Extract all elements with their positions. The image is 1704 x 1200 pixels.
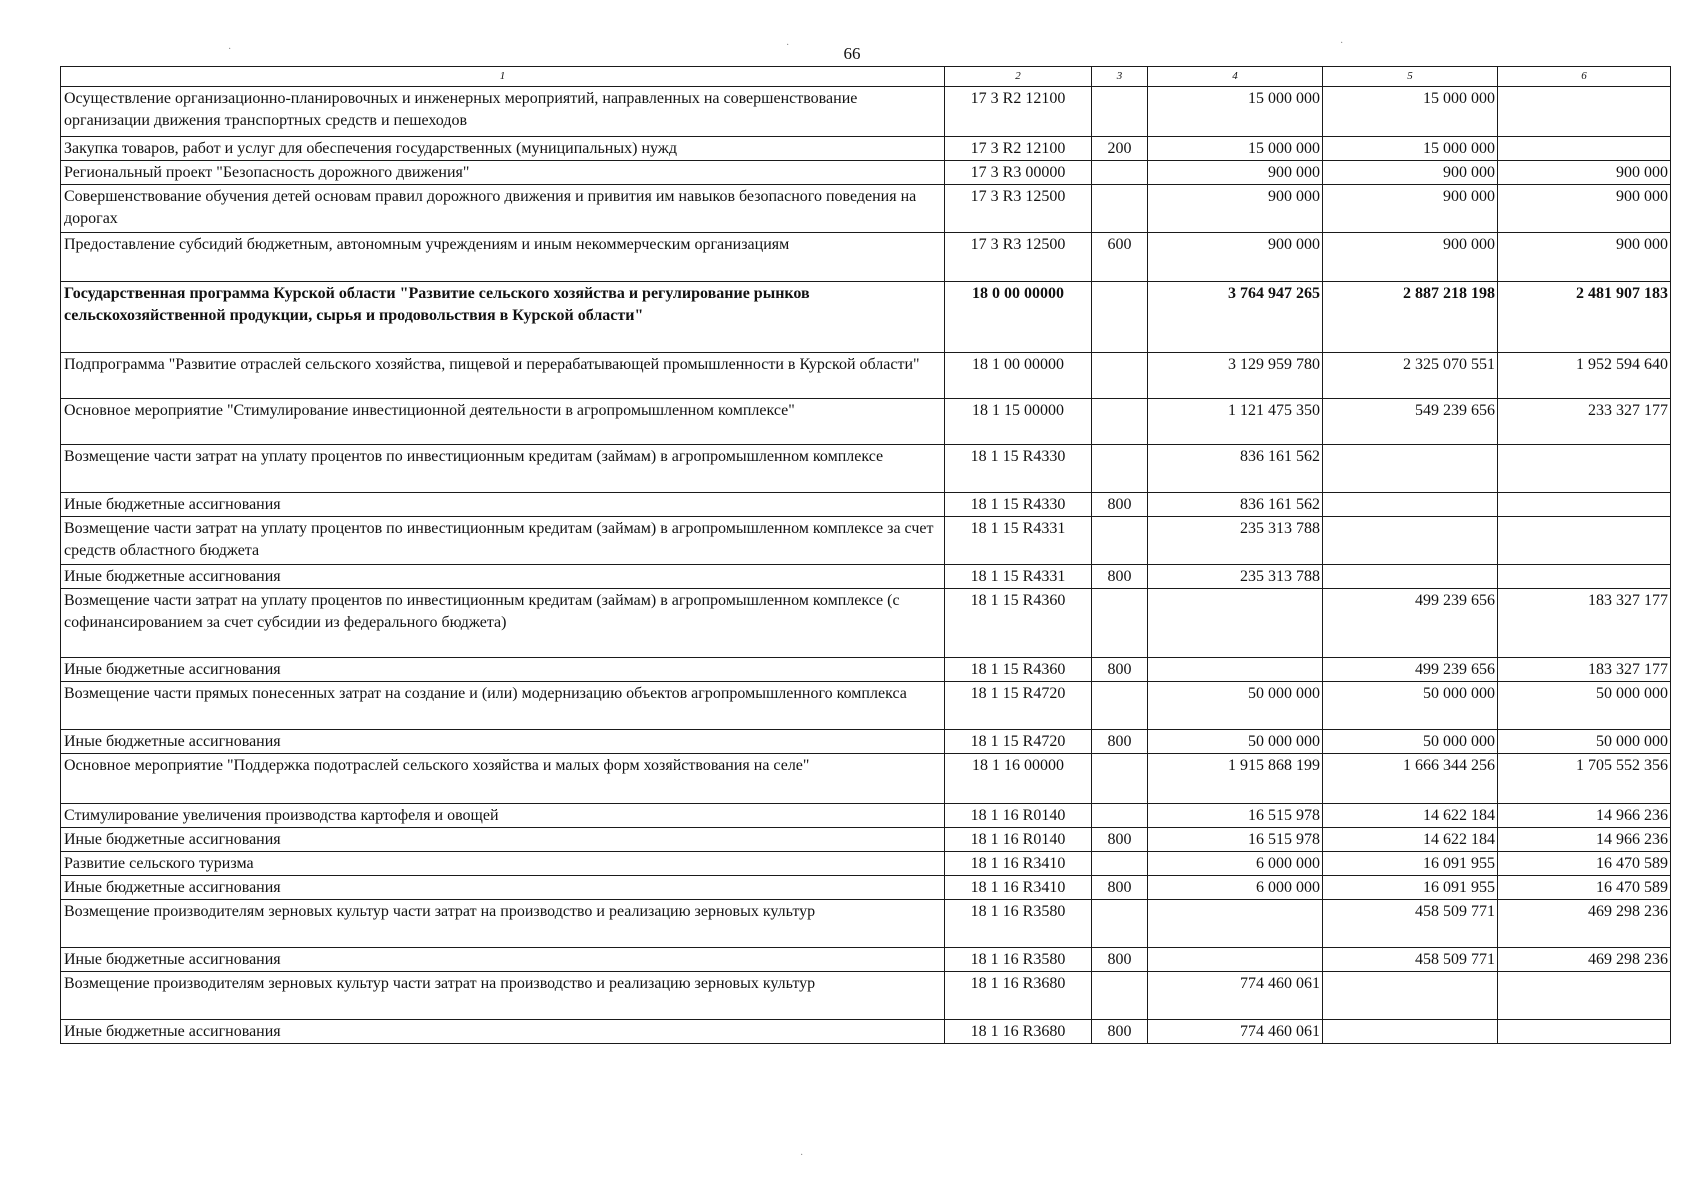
row-type-cell [1092,682,1148,730]
row-value-col6 [1498,565,1671,589]
table-row [61,876,1671,900]
row-type-cell [1092,161,1148,185]
row-code-cell: 18 1 15 R4360 [945,589,1092,658]
row-code-cell: 18 1 15 R4360 [945,658,1092,682]
table-row [61,1020,1671,1044]
row-value-col4: 836 161 562 [1148,445,1323,493]
row-name-cell: Иные бюджетные ассигнования [61,948,945,972]
row-value-col5: 2 325 070 551 [1323,353,1498,399]
row-type-cell: 600 [1092,233,1148,282]
scan-speck: · [228,44,232,55]
table-row [61,852,1671,876]
row-type-cell: 800 [1092,1020,1148,1044]
row-value-col4: 16 515 978 [1148,828,1323,852]
row-name-cell: Возмещение производителям зерновых культур части затрат на производство и реализацию зерновых культур [61,900,945,948]
row-name-cell: Основное мероприятие "Поддержка подотраслей сельского хозяйства и малых форм хозяйствования на селе" [61,754,945,804]
row-value-col6: 50 000 000 [1498,682,1671,730]
row-value-col4: 6 000 000 [1148,852,1323,876]
row-name-cell: Иные бюджетные ассигнования [61,828,945,852]
scan-speck: · [800,1150,804,1161]
row-name-cell: Возмещение части затрат на уплату процентов по инвестиционным кредитам (займам) в агропромышленном комплексе (с софинансированием за счет субсидии из федерального бюджета) [61,589,945,658]
row-value-col5 [1323,445,1498,493]
row-value-col5: 15 000 000 [1323,87,1498,137]
row-value-col5: 2 887 218 198 [1323,282,1498,353]
budget-table [60,66,1671,1044]
row-name-cell: Государственная программа Курской области "Развитие сельского хозяйства и регулирование рынков сельскохозяйственной продукции, сырья и продовольствия в Курской области" [61,282,945,353]
row-name-cell: Подпрограмма "Развитие отраслей сельского хозяйства, пищевой и перерабатывающей промышленности в Курской области" [61,353,945,399]
row-code-cell: 18 1 15 R4330 [945,445,1092,493]
row-code-cell: 18 1 00 00000 [945,353,1092,399]
row-value-col4: 3 764 947 265 [1148,282,1323,353]
row-value-col5: 499 239 656 [1323,658,1498,682]
row-code-cell: 18 1 16 R3410 [945,852,1092,876]
row-name-cell: Возмещение части затрат на уплату процентов по инвестиционным кредитам (займам) в агропромышленном комплексе за счет средств областного бюджета [61,517,945,565]
table-row [61,804,1671,828]
row-value-col4 [1148,948,1323,972]
column-header-3: 3 [1092,67,1148,87]
row-type-cell [1092,804,1148,828]
row-code-cell: 18 0 00 00000 [945,282,1092,353]
row-code-cell: 18 1 16 R3580 [945,948,1092,972]
row-value-col4: 1 121 475 350 [1148,399,1323,445]
column-header-4: 4 [1148,67,1323,87]
row-code-cell: 18 1 15 R4720 [945,682,1092,730]
row-value-col4: 6 000 000 [1148,876,1323,900]
row-value-col6: 900 000 [1498,185,1671,233]
row-value-col5 [1323,493,1498,517]
row-value-col5: 16 091 955 [1323,852,1498,876]
header-row [61,67,1671,87]
row-name-cell: Иные бюджетные ассигнования [61,658,945,682]
table-row [61,137,1671,161]
row-value-col5: 900 000 [1323,233,1498,282]
row-value-col5: 14 622 184 [1323,828,1498,852]
row-value-col6: 233 327 177 [1498,399,1671,445]
column-header-1: 1 [61,67,945,87]
row-value-col5: 50 000 000 [1323,730,1498,754]
row-code-cell: 18 1 16 00000 [945,754,1092,804]
row-value-col4: 50 000 000 [1148,682,1323,730]
row-name-cell: Осуществление организационно-планировочных и инженерных мероприятий, направленных на совершенствование организации движения транспортных средств и пешеходов [61,87,945,137]
row-name-cell: Иные бюджетные ассигнования [61,730,945,754]
row-name-cell: Совершенствование обучения детей основам правил дорожного движения и привития им навыков безопасного поведения на дорогах [61,185,945,233]
row-value-col6 [1498,445,1671,493]
row-value-col5: 16 091 955 [1323,876,1498,900]
row-code-cell: 18 1 15 R4720 [945,730,1092,754]
table-row [61,754,1671,804]
row-code-cell: 18 1 15 00000 [945,399,1092,445]
row-value-col4: 50 000 000 [1148,730,1323,754]
row-value-col5: 499 239 656 [1323,589,1498,658]
row-type-cell [1092,972,1148,1020]
row-type-cell [1092,87,1148,137]
row-value-col5: 900 000 [1323,161,1498,185]
row-value-col6: 469 298 236 [1498,900,1671,948]
row-type-cell: 800 [1092,828,1148,852]
row-type-cell [1092,852,1148,876]
row-value-col6 [1498,1020,1671,1044]
table-row [61,682,1671,730]
row-value-col6: 183 327 177 [1498,589,1671,658]
row-name-cell: Закупка товаров, работ и услуг для обеспечения государственных (муниципальных) нужд [61,137,945,161]
row-value-col4: 235 313 788 [1148,565,1323,589]
row-value-col5: 549 239 656 [1323,399,1498,445]
page-number: 66 [843,44,861,63]
row-type-cell: 200 [1092,137,1148,161]
table-row [61,730,1671,754]
row-name-cell: Возмещение части прямых понесенных затрат на создание и (или) модернизацию объектов агропромышленного комплекса [61,682,945,730]
table-row [61,353,1671,399]
row-name-cell: Стимулирование увеличения производства картофеля и овощей [61,804,945,828]
row-value-col4: 15 000 000 [1148,137,1323,161]
table-row [61,828,1671,852]
row-type-cell [1092,589,1148,658]
row-value-col5: 50 000 000 [1323,682,1498,730]
row-value-col5: 15 000 000 [1323,137,1498,161]
row-value-col4 [1148,900,1323,948]
row-value-col4: 15 000 000 [1148,87,1323,137]
row-type-cell [1092,399,1148,445]
row-value-col4: 3 129 959 780 [1148,353,1323,399]
scan-speck: · [1340,38,1344,49]
row-value-col5 [1323,565,1498,589]
table-row [61,565,1671,589]
row-value-col6: 183 327 177 [1498,658,1671,682]
row-name-cell: Иные бюджетные ассигнования [61,1020,945,1044]
row-value-col4: 900 000 [1148,233,1323,282]
row-code-cell: 18 1 16 R3410 [945,876,1092,900]
table-row [61,589,1671,658]
table-row [61,493,1671,517]
row-name-cell: Основное мероприятие "Стимулирование инвестиционной деятельности в агропромышленном комплексе" [61,399,945,445]
row-value-col4: 774 460 061 [1148,972,1323,1020]
table-row [61,517,1671,565]
row-value-col4 [1148,658,1323,682]
row-value-col6: 1 952 594 640 [1498,353,1671,399]
row-type-cell [1092,754,1148,804]
row-name-cell: Иные бюджетные ассигнования [61,876,945,900]
row-value-col4: 774 460 061 [1148,1020,1323,1044]
row-type-cell: 800 [1092,948,1148,972]
table-row [61,87,1671,137]
row-value-col5: 900 000 [1323,185,1498,233]
table-row [61,233,1671,282]
scan-speck: · [786,40,790,51]
row-value-col6 [1498,517,1671,565]
row-name-cell: Развитие сельского туризма [61,852,945,876]
row-type-cell [1092,282,1148,353]
row-type-cell: 800 [1092,876,1148,900]
table-row [61,161,1671,185]
row-value-col6: 469 298 236 [1498,948,1671,972]
row-type-cell: 800 [1092,565,1148,589]
row-name-cell: Иные бюджетные ассигнования [61,493,945,517]
row-value-col6: 1 705 552 356 [1498,754,1671,804]
row-name-cell: Предоставление субсидий бюджетным, автономным учреждениям и иным некоммерческим организациям [61,233,945,282]
row-value-col6: 16 470 589 [1498,876,1671,900]
row-value-col4: 1 915 868 199 [1148,754,1323,804]
row-value-col4: 900 000 [1148,161,1323,185]
row-value-col6: 14 966 236 [1498,804,1671,828]
row-code-cell: 18 1 15 R4330 [945,493,1092,517]
row-type-cell [1092,353,1148,399]
column-header-6: 6 [1498,67,1671,87]
row-value-col6: 16 470 589 [1498,852,1671,876]
table-row [61,399,1671,445]
row-value-col6 [1498,493,1671,517]
column-header-2: 2 [945,67,1092,87]
row-code-cell: 18 1 16 R0140 [945,804,1092,828]
row-type-cell [1092,185,1148,233]
table-row [61,445,1671,493]
row-code-cell: 17 3 R3 12500 [945,185,1092,233]
row-value-col5 [1323,972,1498,1020]
row-name-cell: Возмещение части затрат на уплату процентов по инвестиционным кредитам (займам) в агропромышленном комплексе [61,445,945,493]
row-code-cell: 18 1 16 R3680 [945,1020,1092,1044]
row-code-cell: 17 3 R2 12100 [945,137,1092,161]
row-value-col5: 14 622 184 [1323,804,1498,828]
row-value-col5: 1 666 344 256 [1323,754,1498,804]
row-code-cell: 17 3 R3 00000 [945,161,1092,185]
row-value-col4: 836 161 562 [1148,493,1323,517]
row-value-col4: 235 313 788 [1148,517,1323,565]
row-value-col6 [1498,137,1671,161]
row-value-col6: 900 000 [1498,233,1671,282]
row-value-col4: 900 000 [1148,185,1323,233]
row-type-cell [1092,900,1148,948]
row-value-col6 [1498,87,1671,137]
row-type-cell: 800 [1092,493,1148,517]
row-code-cell: 17 3 R3 12500 [945,233,1092,282]
row-value-col4: 16 515 978 [1148,804,1323,828]
row-value-col4 [1148,589,1323,658]
row-code-cell: 18 1 16 R3580 [945,900,1092,948]
row-name-cell: Возмещение производителям зерновых культур части затрат на производство и реализацию зерновых культур [61,972,945,1020]
row-code-cell: 18 1 16 R3680 [945,972,1092,1020]
table-row [61,948,1671,972]
row-value-col6: 14 966 236 [1498,828,1671,852]
row-value-col6: 2 481 907 183 [1498,282,1671,353]
row-name-cell: Иные бюджетные ассигнования [61,565,945,589]
row-value-col5: 458 509 771 [1323,900,1498,948]
table-row [61,972,1671,1020]
row-value-col5: 458 509 771 [1323,948,1498,972]
row-type-cell: 800 [1092,658,1148,682]
row-type-cell: 800 [1092,730,1148,754]
row-value-col5 [1323,517,1498,565]
table-row [61,658,1671,682]
row-type-cell [1092,445,1148,493]
row-value-col5 [1323,1020,1498,1044]
table-body [61,67,1671,1044]
row-value-col6: 900 000 [1498,161,1671,185]
row-type-cell [1092,517,1148,565]
table-row [61,900,1671,948]
row-code-cell: 18 1 15 R4331 [945,517,1092,565]
row-code-cell: 17 3 R2 12100 [945,87,1092,137]
column-header-5: 5 [1323,67,1498,87]
row-value-col6: 50 000 000 [1498,730,1671,754]
row-value-col6 [1498,972,1671,1020]
row-name-cell: Региональный проект "Безопасность дорожного движения" [61,161,945,185]
row-code-cell: 18 1 15 R4331 [945,565,1092,589]
table-row [61,282,1671,353]
row-code-cell: 18 1 16 R0140 [945,828,1092,852]
table-row [61,185,1671,233]
